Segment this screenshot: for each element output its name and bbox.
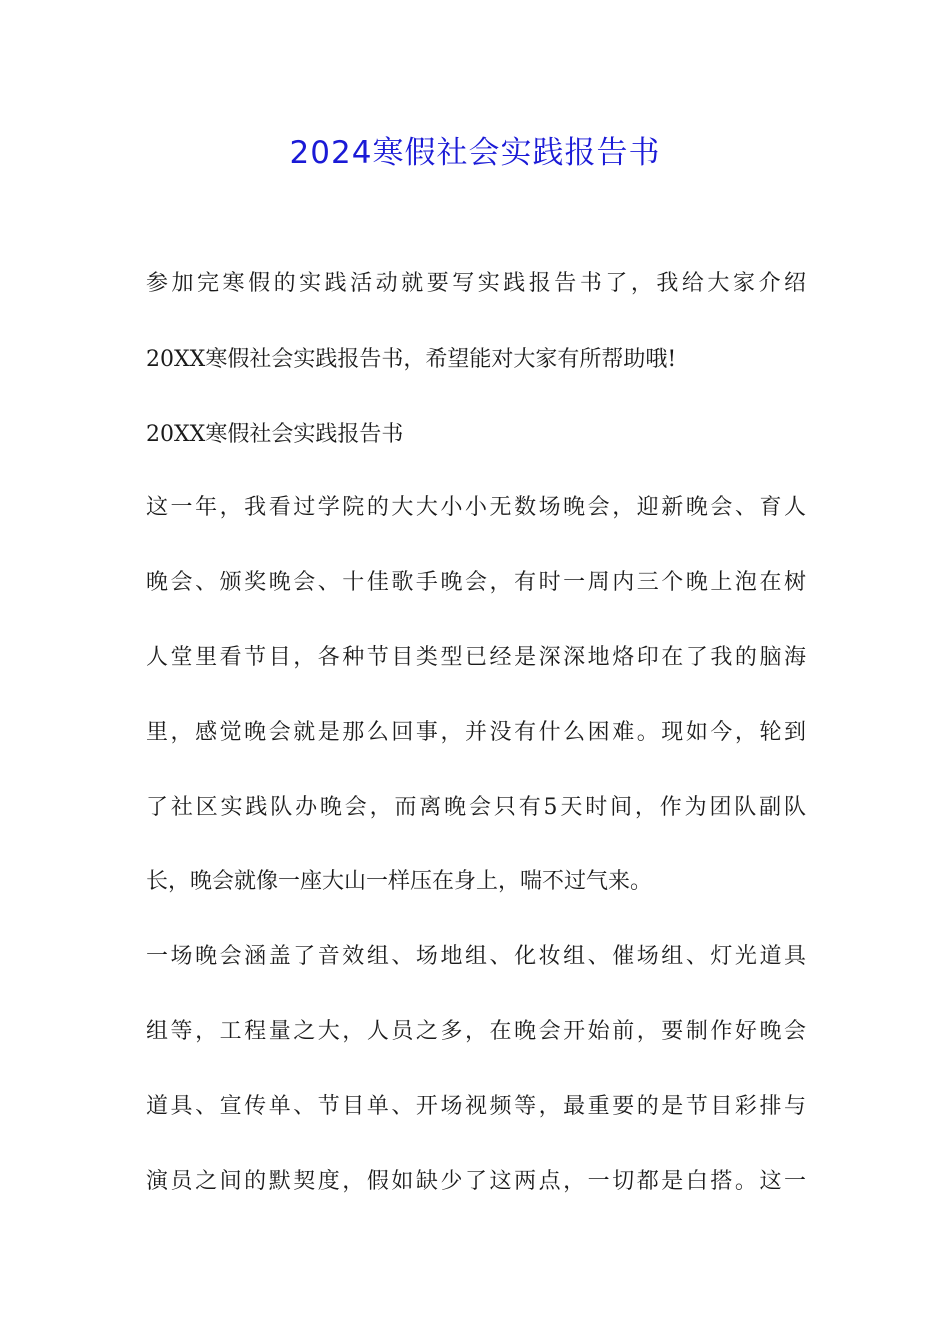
section-heading: 20XX寒假社会实践报告书 bbox=[146, 422, 404, 447]
paragraph-line: 演员之间的默契度，假如缺少了这两点，一切都是白搭。这一 bbox=[146, 1169, 806, 1194]
paragraph-line: 这一年，我看过学院的大大小小无数场晚会，迎新晚会、育人 bbox=[146, 495, 806, 520]
paragraph-line: 组等，工程量之大，人员之多，在晚会开始前，要制作好晚会 bbox=[146, 1019, 806, 1044]
paragraph-line: 20XX寒假社会实践报告书，希望能对大家有所帮助哦! bbox=[146, 347, 677, 372]
paragraph-line: 晚会、颁奖晚会、十佳歌手晚会，有时一周内三个晚上泡在树 bbox=[146, 570, 806, 595]
document-title: 2024寒假社会实践报告书 bbox=[289, 135, 661, 171]
paragraph-line: 了社区实践队办晚会，而离晚会只有5天时间，作为团队副队 bbox=[146, 795, 806, 820]
paragraph-line: 长，晚会就像一座大山一样压在身上，喘不过气来。 bbox=[146, 869, 653, 894]
paragraph-line: 里，感觉晚会就是那么回事，并没有什么困难。现如今，轮到 bbox=[146, 720, 806, 745]
paragraph-line: 道具、宣传单、节目单、开场视频等，最重要的是节目彩排与 bbox=[146, 1094, 806, 1119]
paragraph-line: 参加完寒假的实践活动就要写实践报告书了，我给大家介绍 bbox=[146, 271, 806, 296]
paragraph-line: 人堂里看节目，各种节目类型已经是深深地烙印在了我的脑海 bbox=[146, 645, 806, 670]
paragraph-line: 一场晚会涵盖了音效组、场地组、化妆组、催场组、灯光道具 bbox=[146, 944, 806, 969]
